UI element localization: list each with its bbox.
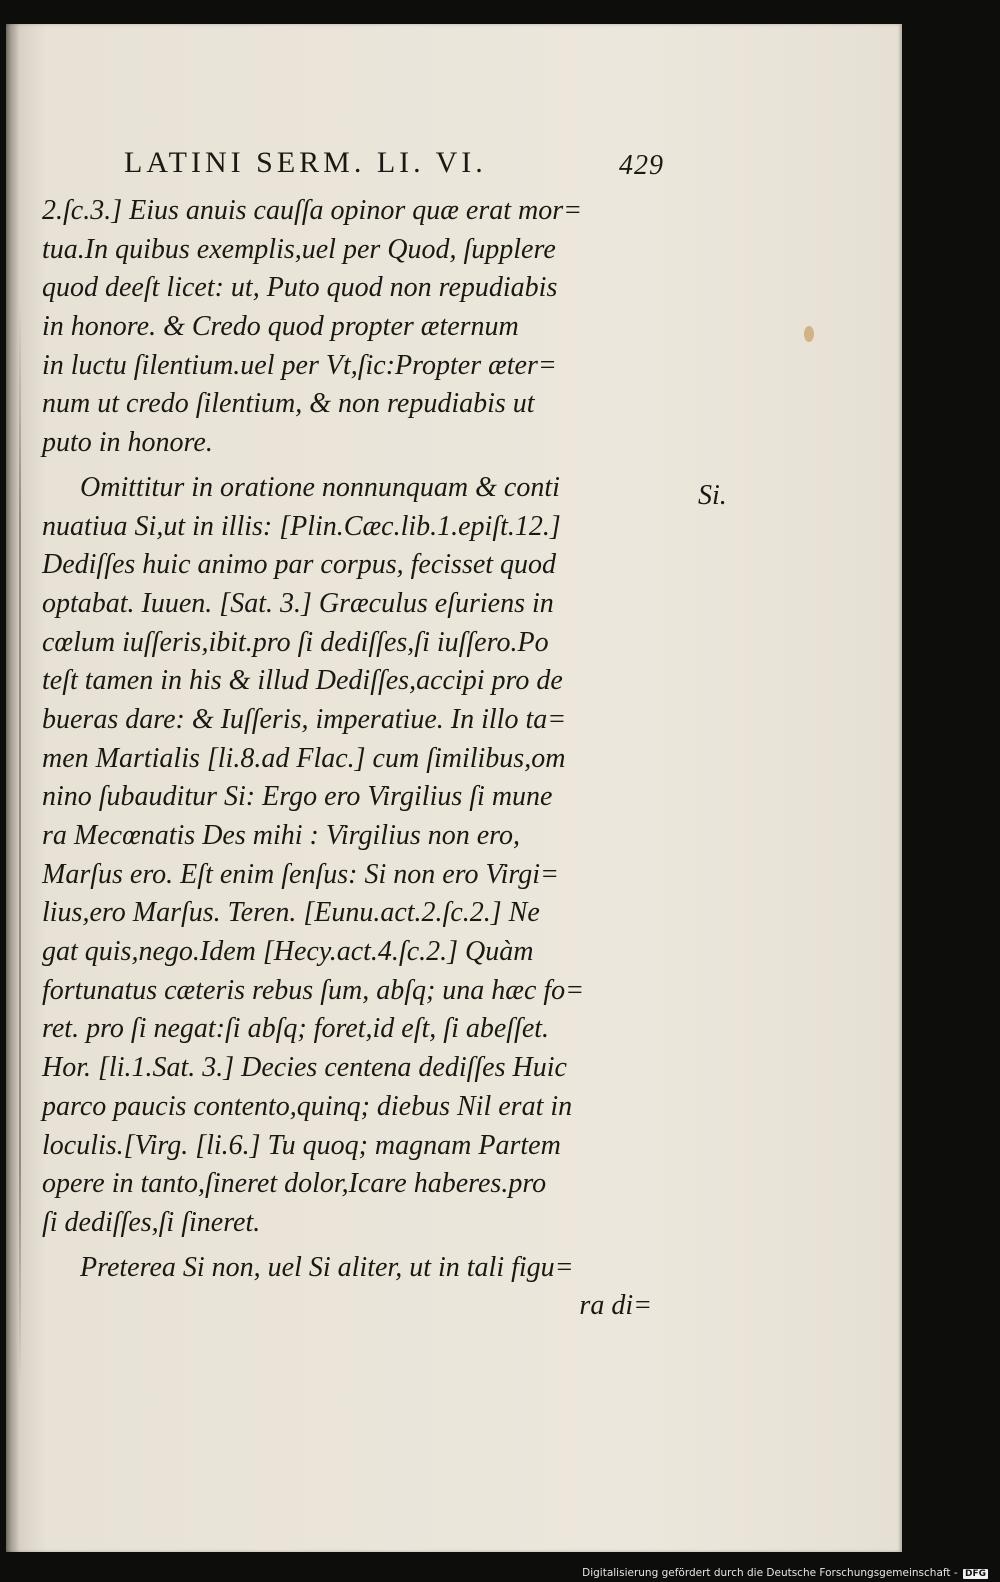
- text-line: Marſus ero. Eſt enim ſenſus: Si non ero Virgi=: [42, 858, 559, 890]
- text-line: cœlum iuſſeris,ibit.pro ſi dediſſes,ſi iuſſero.Po: [42, 626, 549, 658]
- text-line: loculis.[Virg. [li.6.] Tu quoq; magnam Partem: [42, 1129, 561, 1161]
- text-line: parco paucis contento,quinq; diebus Nil erat in: [42, 1090, 573, 1122]
- paper-stain: [804, 326, 814, 342]
- text-line: lius,ero Marſus. Teren. [Eunu.act.2.ſc.2.] Ne: [42, 897, 540, 929]
- text-line: puto in honore.: [42, 427, 213, 459]
- book-page: [6, 24, 902, 1552]
- dfg-logo: DFG: [964, 1569, 986, 1579]
- catchword: ra di=: [579, 1290, 652, 1322]
- page-number: 429: [619, 150, 664, 181]
- body-text: [42, 192, 652, 1326]
- text-line: in honore. & Credo quod propter æternum: [42, 311, 519, 343]
- text-line: gat quis,nego.Idem [Hecy.act.4.ſc.2.] Quàm: [42, 936, 534, 968]
- text-line: ra Mecœnatis Des mihi : Virgilius non ero,: [42, 820, 521, 851]
- text-line: nuatiua Si,ut in illis: [Plin.Cæc.lib.1.epiſt.12.]: [42, 510, 561, 542]
- text-line: Dediſſes huic animo par corpus, fecisset quod: [42, 549, 557, 581]
- running-head: LATINI SERM. LI. VI.: [124, 146, 487, 179]
- text-line: 2.ſc.3.] Eius anuis cauſſa opinor quæ erat mor=: [42, 195, 583, 226]
- text-line: men Martialis [li.8.ad Flac.] cum ſimilibus,om: [42, 742, 566, 774]
- margin-note: Si.: [698, 480, 727, 511]
- text-line: ſi dediſſes,ſi ſineret.: [42, 1206, 261, 1238]
- text-line: Preterea Si non, uel Si aliter, ut in tali figu=: [80, 1251, 574, 1283]
- page-header: [124, 146, 664, 190]
- text-line: ret. pro ſi negat:ſi abſq; foret,id eſt, ſi abeſſet.: [42, 1013, 550, 1045]
- text-line: teſt tamen in his & illud Dediſſes,accipi pro de: [42, 665, 563, 697]
- gutter-shadow: [19, 304, 21, 1384]
- text-line: opere in tanto,ſineret dolor,Icare haberes.pro: [42, 1168, 547, 1200]
- text-line: tua.In quibus exemplis,uel per Quod, ſupplere: [42, 233, 556, 265]
- text-line: num ut credo ſilentium, & non repudiabis ut: [42, 388, 535, 420]
- text-line: fortunatus cæteris rebus ſum, abſq; una hæc fo=: [42, 974, 585, 1006]
- credit-text: Digitalisierung gefördert durch die Deutsche Forschungsgemeinschaft -: [582, 1567, 958, 1579]
- digitization-credit: [582, 1567, 988, 1579]
- text-line: bueras dare: & Iuſſeris, imperatiue. In illo ta=: [42, 703, 567, 735]
- text-line: quod deeſt licet: ut, Puto quod non repudiabis: [42, 272, 558, 304]
- text-line: optabat. Iuuen. [Sat. 3.] Græculus eſuriens in: [42, 587, 554, 619]
- text-line: Hor. [li.1.Sat. 3.] Decies centena dediſſes Huic: [42, 1052, 567, 1084]
- text-line: in luctu ſilentium.uel per Vt,ſic:Propter æter=: [42, 349, 557, 381]
- text-line: nino ſubauditur Si: Ergo ero Virgilius ſi mune: [42, 781, 553, 813]
- text-line: Omittitur in oratione nonnunquam & conti: [80, 471, 560, 503]
